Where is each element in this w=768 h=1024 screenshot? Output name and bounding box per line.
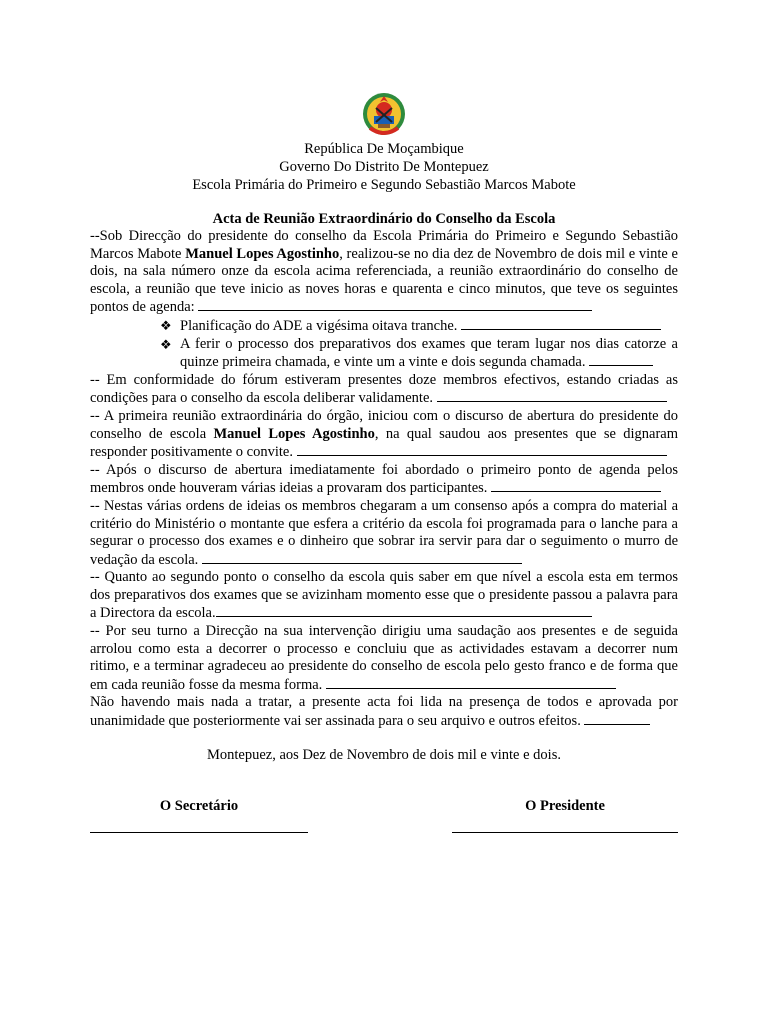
agenda-list [90, 317, 678, 372]
document-title: Acta de Reunião Extraordinário do Conselho da Escola [212, 211, 556, 227]
text-span: -- A primeira reunião extraordinária do órgão, iniciou com o discurso de abertura do presidente do conselho de escola [90, 407, 678, 442]
blank-line [461, 317, 661, 330]
text-span: -- Após o discurso de abertura imediatamente foi abordado o primeiro ponto de agenda pelos membros onde houveram várias ideias a provaram dos participantes. [90, 461, 678, 497]
text-span: -- Quanto ao segundo ponto o conselho da escola quis saber em que nível a escola esta em termos dos preparativos dos exames que se avizinham momento esse que o presidente passou a palavra para a Directora da escola. [90, 569, 678, 622]
blank-line [297, 443, 667, 456]
government-name: Governo Do Distrito De Montepuez [279, 159, 489, 175]
president-label: O Presidente [525, 798, 605, 814]
blank-line [437, 389, 667, 402]
text-span: -- Nestas várias ordens de ideias os membros chegaram a um consenso após a compra do material a critério do Ministério o montante que esfera a critério da escola foi programada para o lanche para a segurar o processo dos exames e o dinheiro que sobrar ira servir para dar o seguimento o murro de vedação da escola. [90, 497, 678, 568]
coat-of-arms-icon [360, 88, 408, 140]
paragraph-opening [90, 228, 678, 317]
paragraph-opening-speech [90, 408, 678, 462]
country-name: República De Moçambique [304, 141, 464, 157]
document-page [90, 88, 678, 764]
text-span: , realizou-se no dia dez de Novembro de dois mil e vinte e dois, na sala número onze da escola acima referenciada, a reunião extraordinário do conselho de escola, a reunião que teve inicio as noves horas e quarenta e cinco minutos, que teve os seguintes pontos de agenda: [90, 245, 678, 316]
diamond-bullet-icon: ❖ [160, 336, 172, 352]
paragraph-direction [90, 623, 678, 694]
secretary-label: O Secretário [159, 798, 239, 814]
president-signature-line [452, 832, 678, 833]
text-span: , na qual saudou aos presentes que se dignaram responder positivamente o convite. [90, 425, 678, 461]
blank-line [216, 604, 592, 617]
blank-line [491, 479, 661, 492]
blank-line [198, 298, 592, 311]
school-name: Escola Primária do Primeiro e Segundo Sebastião Marcos Mabote [192, 177, 576, 193]
place-and-date: Montepuez, aos Dez de Novembro de dois mil e vinte e dois. [207, 746, 561, 763]
paragraph-first-point [90, 462, 678, 498]
secretary-signature-line [90, 832, 308, 833]
paragraph-consensus [90, 498, 678, 569]
paragraph-quorum [90, 372, 678, 408]
diamond-bullet-icon: ❖ [160, 317, 172, 333]
paragraph-closing [90, 694, 678, 730]
text-span: -- Em conformidade do fórum estiveram presentes doze membros efectivos, estando criadas as condições para o conselho da escola deliberar validamente. [90, 371, 678, 407]
letterhead [90, 140, 678, 194]
blank-line [584, 712, 650, 725]
text-span: Não havendo mais nada a tratar, a presente acta foi lida na presença de todos e aprovada por unanimidade que posteriormente vai ser assinada para o seu arquivo e outros efeitos. [90, 694, 678, 730]
minutes-body [90, 228, 678, 731]
blank-line [326, 676, 616, 689]
agenda-item-text: A ferir o processo dos preparativos dos exames que teram lugar nos dias catorze a quinze primeira chamada, e vinte um a vinte e dois segunda chamada. [180, 335, 678, 371]
text-span: --Sob Direcção do presidente do conselho da Escola Primária do Primeiro e Segundo Sebastião Marcos Mabote [90, 228, 678, 262]
blank-line [202, 551, 522, 564]
blank-line [589, 353, 653, 366]
signature-block [90, 798, 678, 838]
agenda-item [160, 336, 678, 372]
agenda-item-text: Planificação do ADE a vigésima oitava tranche. [180, 317, 462, 334]
president-name: Manuel Lopes Agostinho [185, 245, 340, 262]
text-span: -- Por seu turno a Direcção na sua intervenção dirigiu uma saudação aos presentes e de seguida arrolou como esta a decorrer o processo e concluiu que as actividades estavam a decorrer num ritimo, e a terminar agradeceu ao presidente do conselho de escola pelo gesto franco e de forma que em cada reunião fosse da mesma forma. [90, 623, 678, 693]
agenda-item [160, 317, 678, 336]
paragraph-second-point [90, 569, 678, 623]
president-name: Manuel Lopes Agostinho [213, 425, 375, 442]
